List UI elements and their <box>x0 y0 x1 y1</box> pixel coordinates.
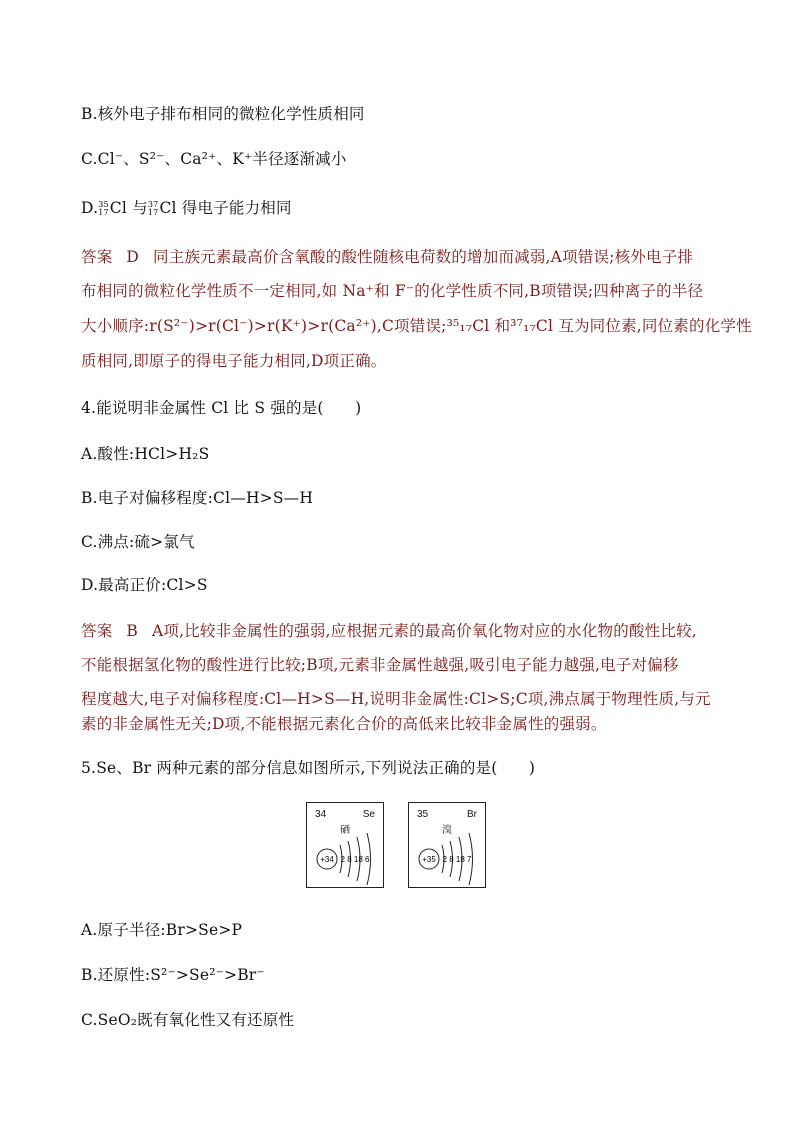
q3-option-b: B.核外电子排布相同的微粒化学性质相同 <box>81 105 365 123</box>
q3-option-d-prefix: D. <box>81 199 99 217</box>
se-chinese-name: 硒 <box>340 825 350 836</box>
q4-option-d: D.最高正价:Cl>S <box>81 576 208 594</box>
se-shells: 2 8 18 6 <box>340 855 370 864</box>
se-symbol: Se <box>362 809 375 820</box>
q4-answer-line-3: 程度越大,电子对偏移程度:Cl—H>S—H,说明非金属性:Cl>S;C项,沸点属于物理性质,与元 <box>81 690 711 708</box>
se-atomic-number: 34 <box>315 809 327 820</box>
q5-stem: 5.Se、Br 两种元素的部分信息如图所示,下列说法正确的是( ) <box>81 759 536 777</box>
q3-answer-letter: D <box>126 248 140 266</box>
q4-answer-line-4: 素的非金属性无关;D项,不能根据元素化合价的高低来比较非金属性的强弱。 <box>81 715 607 733</box>
q3-answer-line-2: 布相同的微粒化学性质不一定相同,如 Na⁺和 F⁻的化学性质不同,B项错误;四种离子的半径 <box>81 282 704 300</box>
q4-answer-line-1 <box>81 619 697 641</box>
q4-stem: 4.能说明非金属性 Cl 比 S 强的是( ) <box>81 399 362 417</box>
br-symbol: Br <box>467 809 477 820</box>
q3-option-d <box>81 196 292 218</box>
isotope-cl35: 35 17 <box>98 200 109 217</box>
br-shells: 2 8 18 7 <box>442 855 472 864</box>
q5-option-b: B.还原性:S²⁻>Se²⁻>Br⁻ <box>81 966 265 984</box>
q3-answer-line-1 <box>81 245 693 267</box>
q3-answer-line-3: 大小顺序:r(S²⁻)>r(Cl⁻)>r(K⁺)>r(Ca²⁺),C项错误;³⁵₁₇Cl 和³⁷₁₇Cl 互为同位素,同位素的化学性 <box>81 317 752 335</box>
q3-answer-text-1: 同主族元素最高价含氧酸的酸性随核电荷数的增加而减弱,A项错误;核外电子排 <box>153 248 694 266</box>
q4-answer-label: 答案 <box>81 622 113 640</box>
q4-option-b: B.电子对偏移程度:Cl—H>S—H <box>81 489 314 507</box>
q4-answer-letter: B <box>126 622 138 640</box>
q3-option-d-mid: Cl 与 <box>109 199 148 217</box>
br-chinese-name: 溴 <box>442 825 452 836</box>
q4-answer-text-1: A项,比较非金属性的强弱,应根据元素的最高价氧化物对应的水化物的酸性比较, <box>152 622 697 640</box>
q3-answer-label: 答案 <box>81 248 113 266</box>
element-info-figure <box>306 802 486 890</box>
q4-option-c: C.沸点:硫>氯气 <box>81 533 195 551</box>
q3-option-d-suffix: Cl 得电子能力相同 <box>159 199 292 217</box>
q3-answer-line-4: 质相同,即原子的得电子能力相同,D项正确。 <box>81 352 387 370</box>
q5-option-a: A.原子半径:Br>Se>P <box>81 921 243 939</box>
se-nucleus: +34 <box>320 855 334 864</box>
q5-option-c: C.SeO₂既有氧化性又有还原性 <box>81 1011 295 1029</box>
selenium-card <box>306 802 384 888</box>
br-nucleus: +35 <box>422 855 436 864</box>
isotope-cl37: 37 17 <box>147 200 159 217</box>
se-atom-diagram <box>307 803 385 889</box>
bromine-card <box>408 802 486 888</box>
br-atomic-number: 35 <box>417 809 429 820</box>
q4-answer-line-2: 不能根据氢化物的酸性进行比较;B项,元素非金属性越强,吸引电子能力越强,电子对偏移 <box>81 656 679 674</box>
q3-option-c: C.Cl⁻、S²⁻、Ca²⁺、K⁺半径逐渐减小 <box>81 150 347 168</box>
q4-option-a: A.酸性:HCl>H₂S <box>81 445 210 463</box>
br-atom-diagram <box>409 803 487 889</box>
